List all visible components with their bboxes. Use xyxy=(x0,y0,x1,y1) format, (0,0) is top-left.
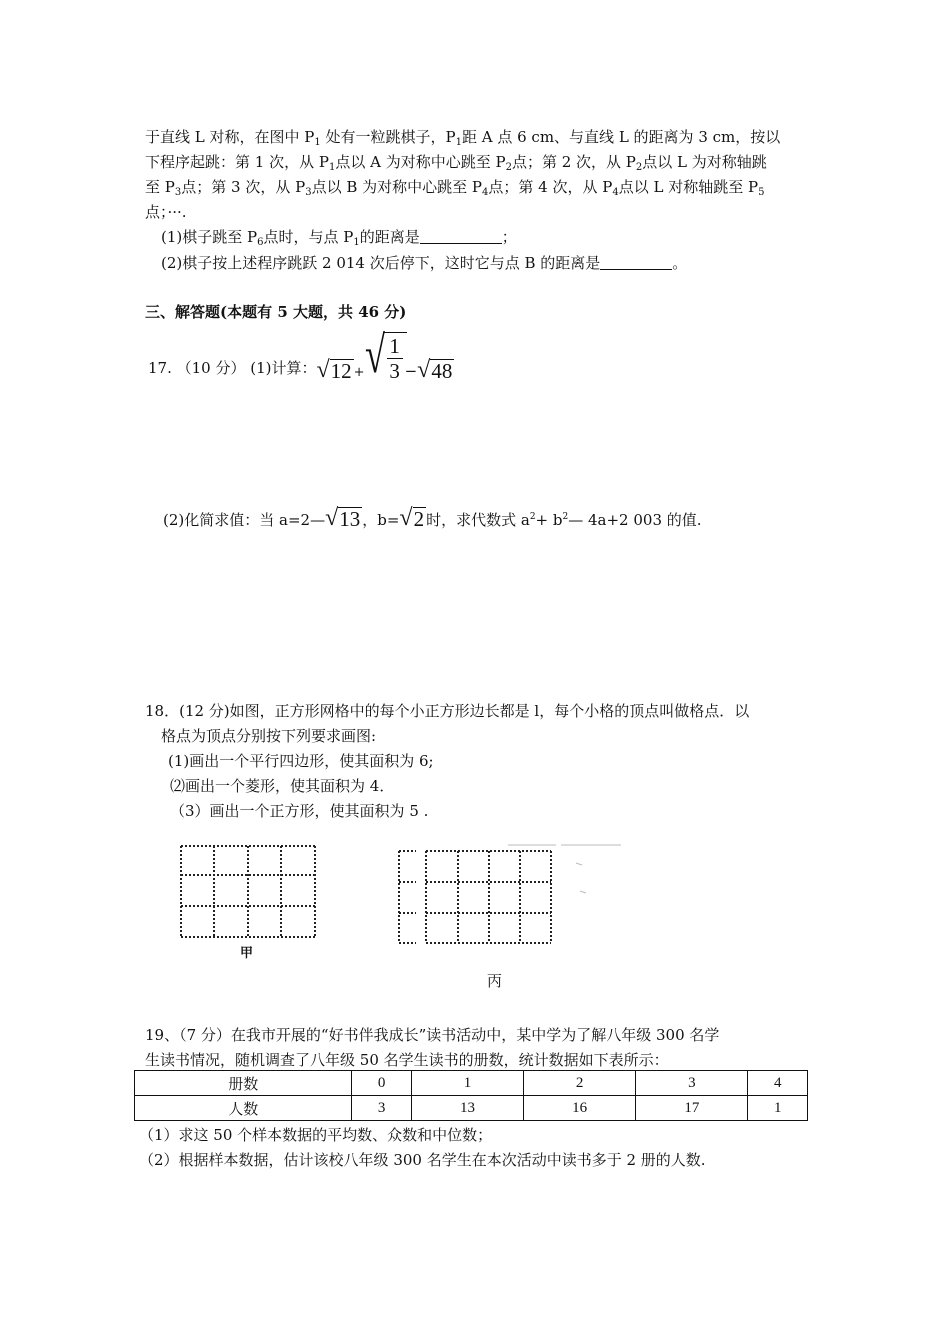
q19-sub-1: （1）求这 50 个样本数据的平均数、众数和中位数； xyxy=(139,1126,493,1144)
table-cell: 13 xyxy=(411,1096,523,1121)
table-header-cell: 人数 xyxy=(135,1096,352,1121)
q17-part1: 17. （10 分） (1)计算： √ 12 + √ $\frac{1}{3}$ − √ 48 xyxy=(148,327,453,384)
table-row xyxy=(135,1096,808,1121)
q18-line-2: 格点为顶点分别按下列要求画图: xyxy=(161,727,377,745)
intro-line-4: 点；···. xyxy=(145,203,187,221)
q18-item-2: ⑵画出一个菱形，使其面积为 4． xyxy=(170,777,395,795)
q19-line-1: 19、（7 分）在我市开展的“好书伴我成长”读书活动中，某中学为了解八年级 300 名学 xyxy=(145,1026,720,1044)
table-cell: 3 xyxy=(352,1096,412,1121)
grid-label-bing: 丙 xyxy=(487,972,503,990)
table-header-cell: 册数 xyxy=(135,1071,352,1096)
intro-line-3: 至 $P_3$点；第 3 次，从 $P_3$点以 B 为对称中心跳至 $P_4$点；第 4 次，从 $P_4$点以 L 对称轴跳至 $P_5$ xyxy=(145,178,765,198)
sqrt-2: √ 2 xyxy=(399,505,425,531)
table-cell: 0 xyxy=(352,1071,412,1096)
sqrt-fraction: √ $\frac{1}{3}$ xyxy=(365,330,407,382)
sqrt-12: √ 12 xyxy=(316,357,352,383)
q17-part2: (2)化简求值：当 a=2— √ 13 ，b= √ 2 时，求代数式 $a^2+$ $b^2—$ 4a+2 003 的值. xyxy=(163,505,702,531)
q16-part1: (1)棋子跳至 $P_6$点时，与点 $P_1$的距离是 ； xyxy=(161,228,517,248)
answer-blank[interactable] xyxy=(420,229,502,244)
sqrt-48: √ 48 xyxy=(417,357,453,383)
table-cell: 16 xyxy=(524,1096,636,1121)
q16-part2: (2)棋子按上述程序跳跃 2 014 次后停下，这时它与点 B 的距离是 。 xyxy=(161,254,688,272)
intro-line-1: 于直线 L 对称，在图中 $P_1$ 处有一粒跳棋子，$P_1$距 A 点 6 cm、与直线 L 的距离为 3 cm，按以 xyxy=(145,128,781,148)
grid-label-jia: 甲 xyxy=(240,946,254,961)
q19-line-2: 生读书情况，随机调查了八年级 50 名学生读书的册数，统计数据如下表所示： xyxy=(145,1051,669,1069)
q18-item-1: (1)画出一个平行四边形，使其面积为 6; xyxy=(168,752,434,770)
table-cell: 1 xyxy=(411,1071,523,1096)
table-cell: 3 xyxy=(636,1071,748,1096)
faint-scan-marks xyxy=(508,845,621,893)
answer-blank[interactable] xyxy=(600,255,672,270)
sqrt-13: √ 13 xyxy=(325,505,361,531)
section-title: 三、解答题(本题有 5 大题，共 46 分) xyxy=(145,303,407,321)
intro-line-2: 下程序起跳：第 1 次，从 $P_1$点以 A 为对称中心跳至 $P_2$点；第 2 次，从 $P_2$点以 L 为对称轴跳 xyxy=(145,153,767,173)
grid-jia[interactable] xyxy=(178,843,318,941)
table-cell: 2 xyxy=(524,1071,636,1096)
table-cell: 4 xyxy=(748,1071,808,1096)
table-cell: 1 xyxy=(748,1096,808,1121)
table-row xyxy=(135,1071,808,1096)
q19-sub-2: （2）根据样本数据，估计该校八年级 300 名学生在本次活动中读书多于 2 册的人数. xyxy=(139,1151,706,1169)
books-table xyxy=(134,1070,808,1121)
table-cell: 17 xyxy=(636,1096,748,1121)
q18-item-3: （3）画出一个正方形，使其面积为 5 . xyxy=(170,802,429,820)
grid-bing[interactable] xyxy=(396,843,626,949)
q18-line-1: 18．(12 分)如图，正方形网格中的每个小正方形边长都是 l，每个小格的顶点叫做格点．以 xyxy=(145,702,750,720)
